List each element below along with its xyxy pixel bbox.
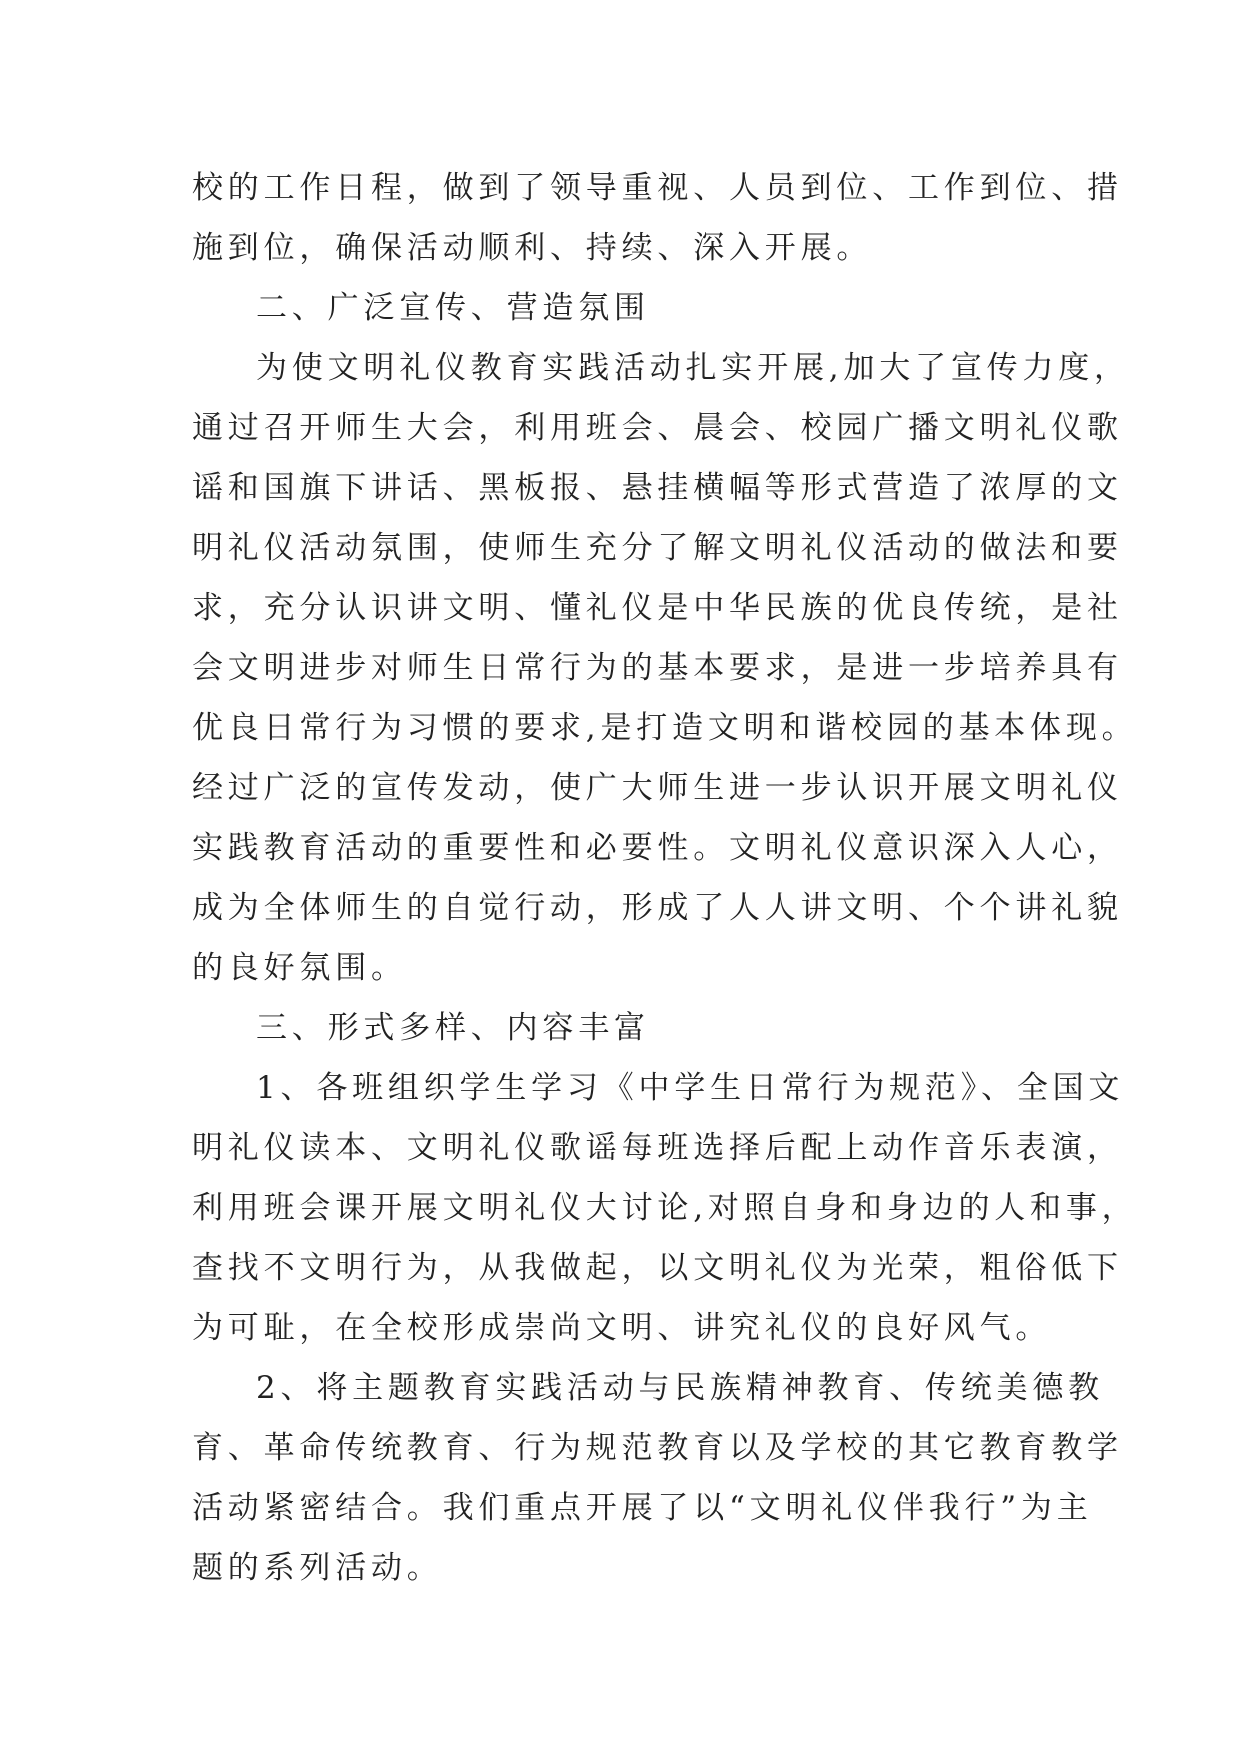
text-line: 1、各班组织学生学习《中学生日常行为规范》、全国文 xyxy=(256,1070,1125,1106)
text-line: 通过召开师生大会，利用班会、晨会、校园广播文明礼仪歌 xyxy=(192,410,1123,446)
text-line: 题的系列活动。 xyxy=(192,1550,443,1586)
text-line: 经过广泛的宣传发动，使广大师生进一步认识开展文明礼仪 xyxy=(192,770,1123,806)
text-line: 明礼仪活动氛围，使师生充分了解文明礼仪活动的做法和要 xyxy=(192,530,1123,566)
text-line: 校的工作日程，做到了领导重视、人员到位、工作到位、措 xyxy=(192,170,1123,206)
section-heading-2: 二、广泛宣传、营造氛围 xyxy=(256,290,650,326)
document-body xyxy=(192,158,1138,1598)
section-heading-3: 三、形式多样、内容丰富 xyxy=(256,1010,650,1046)
text-line: 成为全体师生的自觉行动，形成了人人讲文明、个个讲礼貌 xyxy=(192,890,1123,926)
text-line: 谣和国旗下讲话、黑板报、悬挂横幅等形式营造了浓厚的文 xyxy=(192,470,1123,506)
text-line: 施到位，确保活动顺利、持续、深入开展。 xyxy=(192,230,873,266)
text-line: 活动紧密结合。我们重点开展了以“文明礼仪伴我行”为主 xyxy=(192,1490,1093,1526)
text-line: 育、革命传统教育、行为规范教育以及学校的其它教育教学 xyxy=(192,1430,1123,1466)
text-line: 2、将主题教育实践活动与民族精神教育、传统美德教 xyxy=(256,1370,1104,1406)
text-line: 为可耻，在全校形成崇尚文明、讲究礼仪的良好风气。 xyxy=(192,1310,1052,1346)
text-line: 的良好氛围。 xyxy=(192,950,407,986)
text-line: 为使文明礼仪教育实践活动扎实开展,加大了宣传力度， xyxy=(256,350,1130,386)
text-line: 优良日常行为习惯的要求,是打造文明和谐校园的基本体现。 xyxy=(192,710,1138,746)
text-line: 实践教育活动的重要性和必要性。文明礼仪意识深入人心， xyxy=(192,830,1123,866)
text-line: 会文明进步对师生日常行为的基本要求，是进一步培养具有 xyxy=(192,650,1123,686)
text-line: 查找不文明行为，从我做起，以文明礼仪为光荣，粗俗低下 xyxy=(192,1250,1123,1286)
text-line: 利用班会课开展文明礼仪大讨论,对照自身和身边的人和事， xyxy=(192,1190,1138,1226)
text-line: 求，充分认识讲文明、懂礼仪是中华民族的优良传统，是社 xyxy=(192,590,1123,626)
text-line: 明礼仪读本、文明礼仪歌谣每班选择后配上动作音乐表演， xyxy=(192,1130,1123,1166)
